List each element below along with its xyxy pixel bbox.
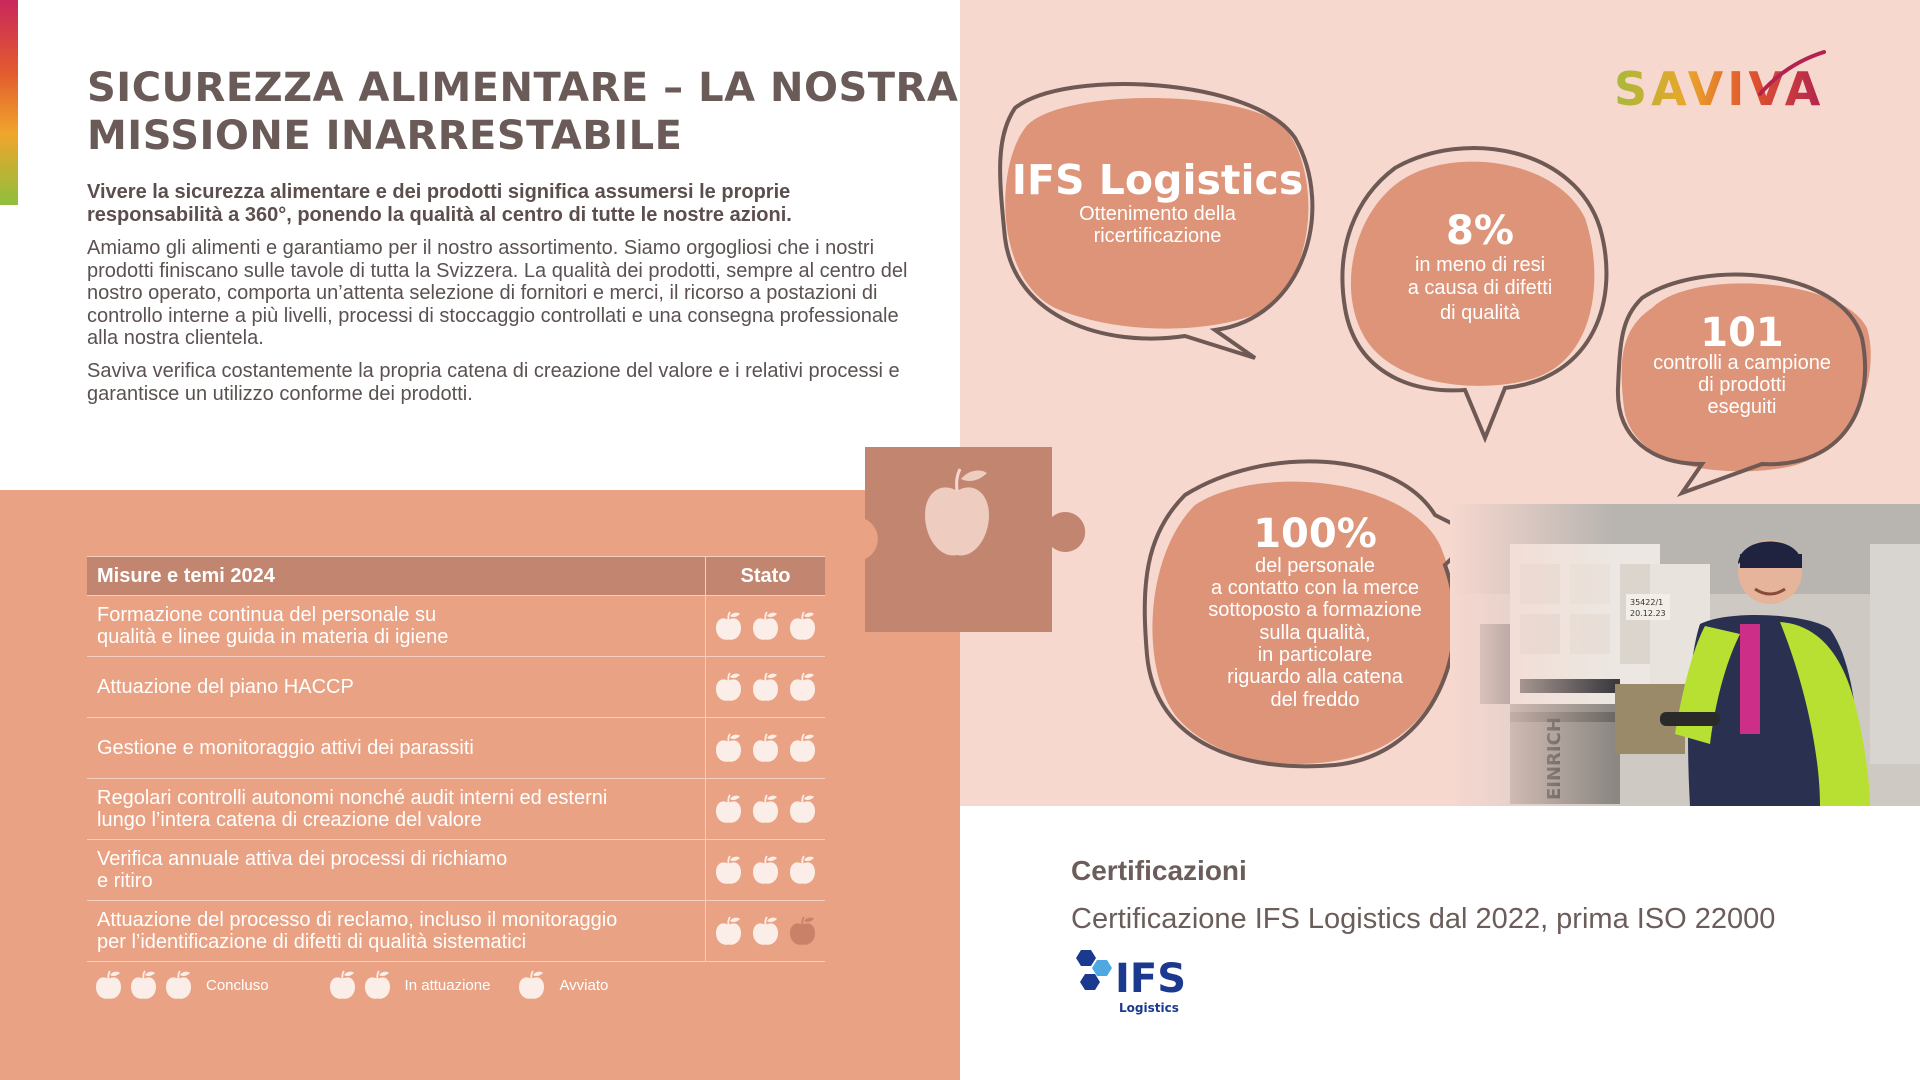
svg-text:IFS: IFS [1115, 956, 1187, 1002]
legend-in-progress-label: In attuazione [404, 976, 491, 994]
legend-done-label: Concluso [206, 976, 269, 994]
bubble-personale-small-4: sulla qualità, [1259, 622, 1371, 644]
bubble-personale-small-3: sottoposto a formazione [1208, 599, 1422, 621]
bubble-controlli-small-1: controlli a campione [1653, 352, 1831, 374]
measure-line-1: Attuazione del processo di reclamo, incluso il monitoraggio [97, 908, 618, 931]
measure-text [87, 779, 706, 839]
bubble-ifs-small-1: Ottenimento della [1079, 203, 1236, 225]
measure-line-1: Regolari controlli autonomi nonché audit interni ed esterni [97, 786, 608, 809]
apple-icon-filled [518, 970, 545, 1000]
legend-started-label: Avviato [559, 976, 609, 994]
bubble-personale-small-2: a contatto con la merce [1211, 577, 1419, 599]
status-apples [706, 596, 825, 656]
measure-line-2: qualità e linee guida in materia di igiene [97, 626, 449, 648]
apple-icon-filled [165, 970, 192, 1000]
bubble-personale-small-1: del personale [1254, 555, 1376, 577]
page-title [87, 64, 967, 160]
measure-text [87, 901, 706, 961]
svg-text:SAVIVA: SAVIVA [1614, 62, 1825, 116]
legend-started-apples [518, 970, 545, 1000]
table-header [87, 556, 825, 596]
bubble-controlli-small-3: eseguiti [1707, 396, 1777, 418]
table-row [87, 901, 825, 962]
measure-text [87, 718, 706, 778]
measure-line-1: Formazione continua del personale su [97, 603, 437, 626]
measure-line-1: Verifica annuale attiva dei processi di richiamo [97, 847, 508, 870]
apple-icon-filled [329, 970, 356, 1000]
certifications-text: Certificazione IFS Logistics dal 2022, prima ISO 22000 [1071, 903, 1776, 935]
ifs-logistics-logo [1071, 948, 1191, 1020]
status-apples [706, 779, 825, 839]
table-row [87, 779, 825, 840]
apple-icon-filled [789, 611, 816, 641]
status-apples [706, 840, 825, 900]
table-row [87, 596, 825, 657]
measures-table [87, 556, 825, 962]
apple-icon-filled [715, 855, 742, 885]
svg-text:Logistics: Logistics [1119, 1001, 1179, 1015]
measure-line-2: per l’identificazione di difetti di qualità sistematici [97, 931, 527, 953]
apple-icon-filled [752, 794, 779, 824]
measure-line-2: e ritiro [97, 870, 153, 892]
apple-icon-filled [789, 733, 816, 763]
measure-text [87, 596, 706, 656]
table-row [87, 718, 825, 779]
bubble-resi-small-2: a causa di difetti [1407, 277, 1553, 299]
bubble-resi [1335, 138, 1625, 438]
apple-icon-filled [789, 855, 816, 885]
status-legend [95, 970, 608, 1000]
apple-icon-filled [130, 970, 157, 1000]
bubble-personale-small-6: riguardo alla catena [1227, 666, 1403, 688]
measure-line-2: lungo l’intera catena di creazione del valore [97, 809, 482, 831]
bubble-resi-big: 8% [1446, 208, 1514, 254]
apple-icon-filled [752, 916, 779, 946]
bubble-controlli-big: 101 [1700, 310, 1784, 356]
apple-icon-filled [752, 672, 779, 702]
apple-icon-filled [789, 794, 816, 824]
bubble-ifs-big: IFS Logistics [1011, 156, 1304, 204]
bubble-resi-small-1: in meno di resi [1414, 254, 1546, 276]
apple-icon-filled [715, 611, 742, 641]
bubble-ifs-logistics [985, 68, 1330, 368]
table-row [87, 657, 825, 718]
bubble-controlli-small-2: di prodotti [1698, 374, 1786, 396]
measure-line-1: Attuazione del piano HACCP [97, 675, 354, 698]
apple-icon-filled [752, 733, 779, 763]
apple-icon-filled [715, 672, 742, 702]
legend-in-progress-apples [329, 970, 391, 1000]
certifications-panel [960, 806, 1920, 1080]
measure-line-1: Gestione e monitoraggio attivi dei parassiti [97, 736, 474, 759]
legend-done-apples [95, 970, 192, 1000]
apple-icon-filled [715, 733, 742, 763]
bubble-controlli [1612, 268, 1872, 493]
header-status: Stato [740, 564, 791, 587]
apple-icon-empty [789, 916, 816, 946]
status-apples [706, 718, 825, 778]
bubble-resi-small-3: di qualità [1439, 302, 1521, 324]
lead-paragraph: Vivere la sicurezza alimentare e dei prodotti significa assumersi le proprie responsabilità a 360°, ponendo la qualità al centro di tutte le nostre azioni. [87, 181, 792, 226]
color-accent-bar [0, 0, 18, 205]
title-line-1: SICUREZZA ALIMENTARE – LA NOSTRA [87, 65, 959, 111]
bubble-personale [1135, 455, 1495, 780]
apple-icon-filled [752, 611, 779, 641]
measure-text [87, 840, 706, 900]
status-apples [706, 901, 825, 961]
header-measures: Misure e temi 2024 [87, 557, 706, 595]
table-row [87, 840, 825, 901]
body-paragraph-1: Amiamo gli alimenti e garantiamo per il nostro assortimento. Siamo orgogliosi che i nostri prodotti finiscano sulle tavole di tutta la Svizzera. La qualità dei prodotti, sempre al centro del nostro operato, comporta un’attenta selezione di fornitori e merci, il ricorso a postazioni di controllo interne a più livelli, processi di stoccaggio controllati e una consegna professionale alla nostra clientela. [87, 237, 908, 349]
apple-icon-filled [789, 672, 816, 702]
apple-icon-filled [715, 916, 742, 946]
puzzle-apple-icon [865, 447, 1105, 632]
measure-text [87, 657, 706, 717]
apple-icon-filled [95, 970, 122, 1000]
bubble-ifs-small-2: ricertificazione [1093, 225, 1222, 247]
apple-icon-filled [752, 855, 779, 885]
bubble-personale-small-7: del freddo [1270, 689, 1360, 711]
warehouse-worker-photo [1450, 504, 1920, 806]
bubble-personale-small-5: in particolare [1257, 644, 1373, 666]
body-paragraph-2: Saviva verifica costantemente la propria catena di creazione del valore e i relativi processi e garantisce un utilizzo conforme dei prodotti. [87, 360, 900, 405]
saviva-logo [1610, 50, 1840, 120]
title-line-2: MISSIONE INARRESTABILE [87, 113, 683, 159]
apple-icon-filled [715, 794, 742, 824]
bubble-personale-big: 100% [1253, 511, 1377, 557]
apple-icon-filled [364, 970, 391, 1000]
certifications-title: Certificazioni [1071, 855, 1247, 886]
status-apples [706, 657, 825, 717]
